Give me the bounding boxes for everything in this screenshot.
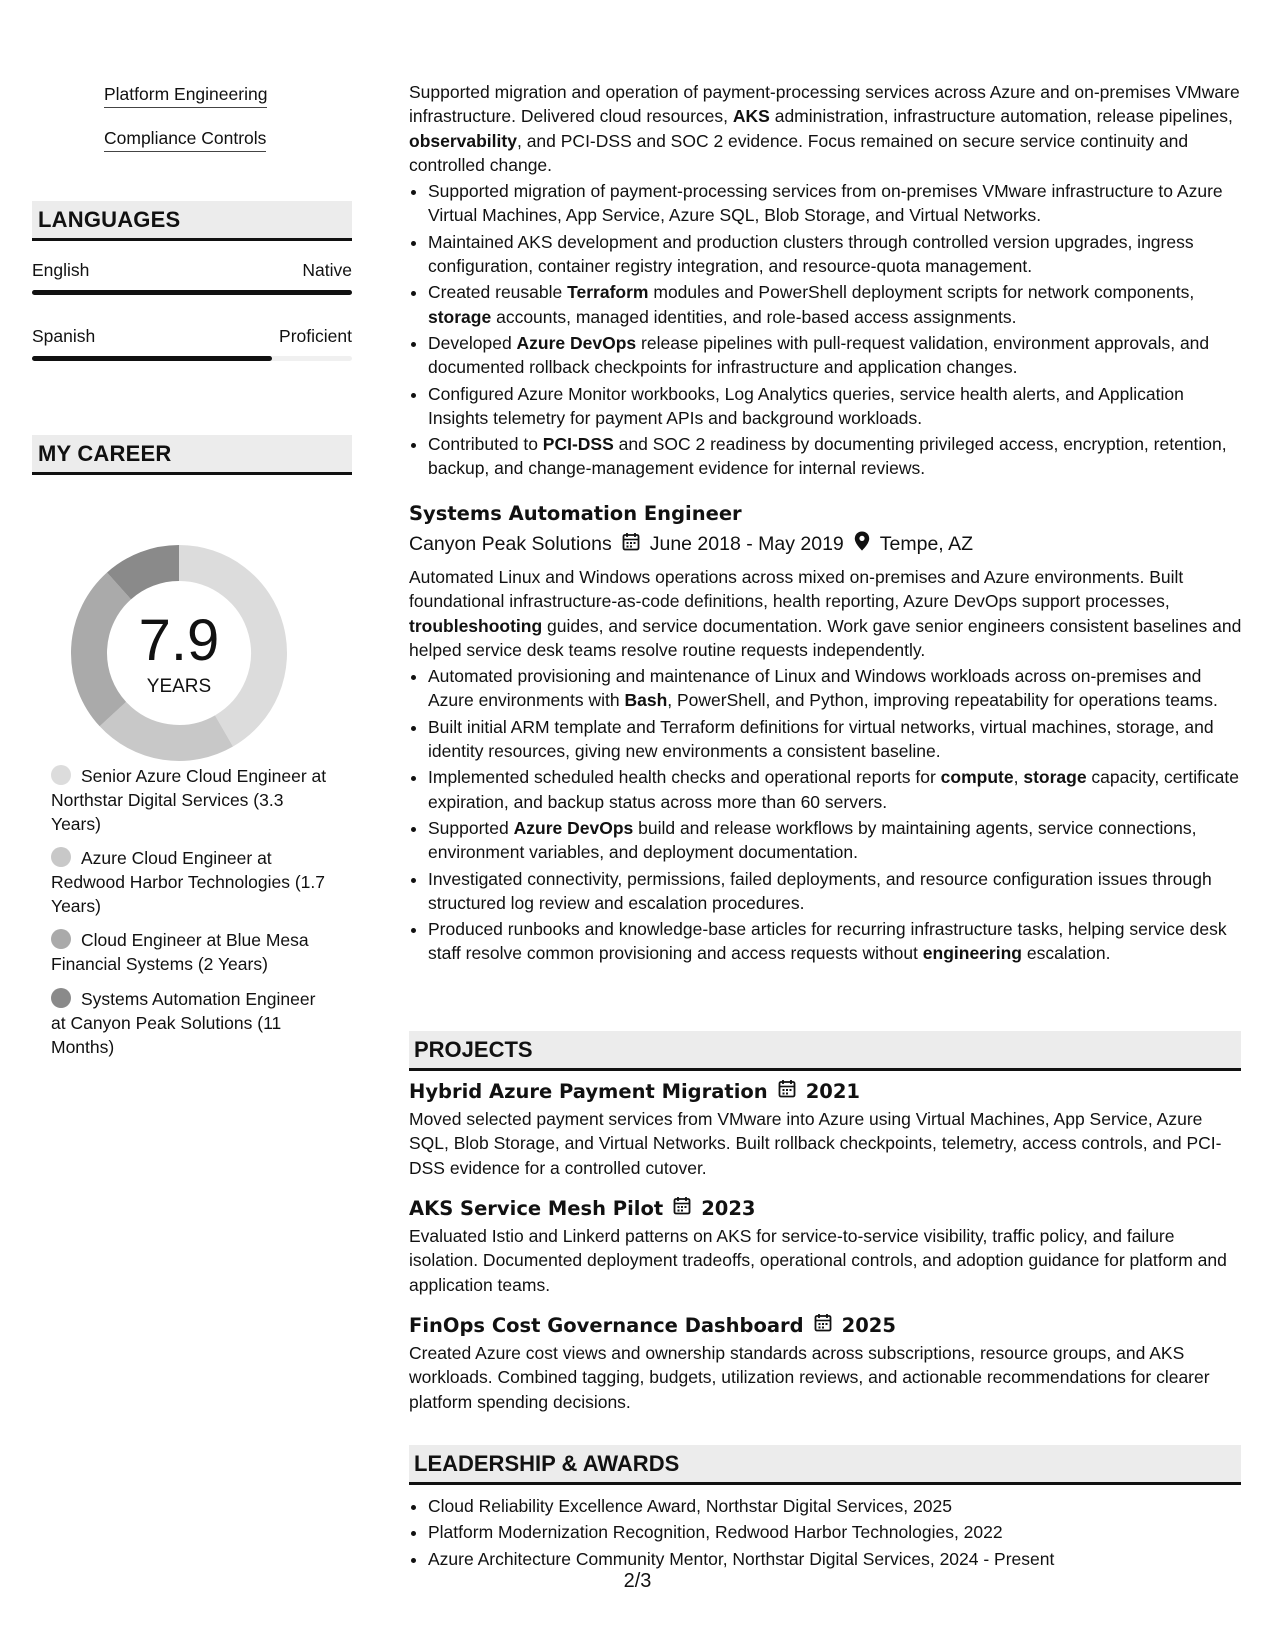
- job-meta: [409, 531, 1244, 557]
- job-title: Systems Automation Engineer: [409, 502, 742, 525]
- calendar-icon: [814, 1313, 832, 1337]
- project-item: [409, 1313, 1244, 1414]
- award-item: • Platform Modernization Recognition, Redwood Harbor Technologies, 2022: [428, 1520, 1244, 1544]
- emphasis-text: observability: [409, 130, 517, 151]
- language-bar-fill: [32, 290, 352, 295]
- job-bullets: [409, 179, 1244, 481]
- language-name: English: [32, 260, 90, 280]
- awards-section: [409, 1494, 1244, 1573]
- legend-dot-icon: [51, 765, 71, 785]
- page-number: 2/3: [623, 1570, 652, 1592]
- career-total-unit: YEARS: [146, 676, 212, 697]
- language-name: Spanish: [32, 326, 96, 346]
- project-title: FinOps Cost Governance Dashboard: [409, 1313, 804, 1337]
- career-item: [51, 928, 331, 976]
- legend-dot-icon: [51, 929, 71, 949]
- bullet-item: • Investigated connectivity, permissions, failed deployments, and resource configuration issues through structured log review and escalation procedures.: [428, 867, 1244, 916]
- bullet-item: • Contributed to PCI-DSS and SOC 2 readiness by documenting privileged access, encryption, retention, backup, and change-management evidence for internal reviews.: [428, 432, 1244, 481]
- bullet-item: • Implemented scheduled health checks and operational reports for compute, storage capacity, certificate expiration, and backup status across more than 60 servers.: [428, 765, 1244, 814]
- legend-dot-icon: [51, 847, 71, 867]
- awards-list: [409, 1494, 1244, 1571]
- project-year: 2025: [841, 1313, 896, 1337]
- calendar-icon: [622, 532, 640, 557]
- project-description: Created Azure cost views and ownership standards across subscriptions, resource groups, and AKS workloads. Combined tagging, budgets, utilization reviews, and actionable recommendations for clearer platform spending decisions.: [409, 1343, 1210, 1412]
- career-item: [51, 764, 331, 836]
- calendar-icon: [778, 1079, 796, 1103]
- projects-heading: [409, 1031, 1241, 1071]
- project-title-row: [409, 1079, 1244, 1103]
- career-item-text: Azure Cloud Engineer at Redwood Harbor Technologies (1.7 Years): [51, 848, 326, 916]
- award-item: • Cloud Reliability Excellence Award, Northstar Digital Services, 2025: [428, 1494, 1244, 1518]
- career-donut-chart: [66, 540, 292, 766]
- career-total-years: 7.9: [138, 608, 220, 673]
- job-location: Tempe, AZ: [879, 532, 973, 555]
- languages-heading: [32, 201, 352, 241]
- career-heading: [32, 435, 352, 475]
- job-summary: Supported migration and operation of payment-processing services across Azure and on-premises VMware infrastructure. Delivered cloud resources, AKS administration, infrastructure automation, release pipelines, observability, and PCI-DSS and SOC 2 evidence. Focus remained on secure service continuity and controlled change.: [409, 82, 1240, 175]
- skill-platform-engineering: Platform Engineering: [104, 84, 267, 108]
- bullet-item: • Built initial ARM template and Terraform definitions for virtual networks, virtual machines, storage, and identity resources, giving new environments a consistent baseline.: [428, 715, 1244, 764]
- bullet-item: • Created reusable Terraform modules and PowerShell deployment scripts for network components, storage accounts, managed identities, and role-based access assignments.: [428, 280, 1244, 329]
- languages-heading-text: LANGUAGES: [38, 207, 181, 232]
- career-item: [51, 846, 331, 918]
- language-level: Native: [302, 260, 352, 280]
- job-summary: Automated Linux and Windows operations across mixed on-premises and Azure environments. Built foundational infrastructure-as-code definitions, health reporting, Azure DevOps support processes, troubleshooting guides, and service documentation. Work gave senior engineers consistent baselines and helped service desk teams resolve routine requests independently.: [409, 567, 1242, 660]
- emphasis-text: storage: [1023, 767, 1087, 788]
- location-pin-icon: [854, 531, 870, 557]
- project-year: 2021: [805, 1079, 860, 1103]
- award-item: • Azure Architecture Community Mentor, Northstar Digital Services, 2024 - Present: [428, 1547, 1244, 1571]
- awards-heading: [409, 1445, 1241, 1485]
- emphasis-text: AKS: [732, 106, 770, 127]
- project-item: [409, 1079, 1244, 1180]
- emphasis-text: engineering: [922, 943, 1022, 964]
- calendar-icon: [673, 1196, 691, 1220]
- emphasis-text: Terraform: [567, 282, 649, 303]
- career-heading-text: MY CAREER: [38, 441, 172, 466]
- project-year: 2023: [701, 1196, 756, 1220]
- career-item-text: Senior Azure Cloud Engineer at Northstar Digital Services (3.3 Years): [51, 766, 327, 834]
- emphasis-text: storage: [428, 306, 492, 327]
- bullet-item: • Supported Azure DevOps build and release workflows by maintaining agents, service connections, environment variables, and deployment documentation.: [428, 816, 1244, 865]
- project-description: Evaluated Istio and Linkerd patterns on AKS for service-to-service visibility, traffic policy, and failure isolation. Documented deployment tradeoffs, operational controls, and adoption guidance for platform and application teams.: [409, 1226, 1227, 1295]
- language-level: Proficient: [279, 326, 352, 346]
- project-item: [409, 1196, 1244, 1297]
- legend-dot-icon: [51, 988, 71, 1008]
- emphasis-text: Bash: [624, 690, 668, 711]
- project-title: Hybrid Azure Payment Migration: [409, 1079, 768, 1103]
- project-title-row: [409, 1196, 1244, 1220]
- skill-compliance-controls: Compliance Controls: [104, 128, 266, 152]
- projects-heading-text: PROJECTS: [414, 1037, 533, 1062]
- donut-segment-4: [119, 563, 179, 586]
- emphasis-text: Azure DevOps: [513, 817, 634, 838]
- emphasis-text: Azure DevOps: [516, 332, 637, 353]
- donut-segment-2: [113, 714, 224, 743]
- bullet-item: • Developed Azure DevOps release pipelines with pull-request validation, environment approvals, and documented rollback checkpoints for infrastructure and application changes.: [428, 331, 1244, 380]
- language-bar-fill: [32, 356, 272, 361]
- bullet-item: • Automated provisioning and maintenance of Linux and Windows workloads across on-premises and Azure environments with Bash, PowerShell, and Python, improving repeatability for operations teams.: [428, 664, 1244, 713]
- bullet-item: • Supported migration of payment-processing services from on-premises VMware infrastructure to Azure Virtual Machines, App Service, Azure SQL, Blob Storage, and Virtual Networks.: [428, 179, 1244, 228]
- emphasis-text: troubleshooting: [409, 615, 543, 636]
- bullet-item: • Configured Azure Monitor workbooks, Log Analytics queries, service health alerts, and Application Insights telemetry for payment APIs and background workloads.: [428, 382, 1244, 431]
- awards-heading-text: LEADERSHIP & AWARDS: [414, 1451, 680, 1476]
- bullet-item: • Maintained AKS development and production clusters through controlled version upgrades, ingress configuration, container registry integration, and resource-quota management.: [428, 230, 1244, 279]
- project-title: AKS Service Mesh Pilot: [409, 1196, 664, 1220]
- project-title-row: [409, 1313, 1244, 1337]
- job-company: Canyon Peak Solutions: [409, 532, 612, 555]
- career-item: [51, 987, 331, 1059]
- job-bullets: [409, 664, 1244, 966]
- career-item-text: Systems Automation Engineer at Canyon Peak Solutions (11 Months): [51, 989, 316, 1057]
- emphasis-text: PCI-DSS: [542, 434, 614, 455]
- project-description: Moved selected payment services from VMware into Azure using Virtual Machines, App Service, Azure SQL, Blob Storage, and Virtual Networks. Built rollback checkpoints, telemetry, access controls, and PCI-DSS evidence for a controlled cutover.: [409, 1109, 1222, 1178]
- language-bar-spanish: [32, 356, 352, 361]
- bullet-item: • Produced runbooks and knowledge-base articles for recurring infrastructure tasks, helping service desk staff resolve common provisioning and access requests without engineering escalation.: [428, 917, 1244, 966]
- job-systems-automation: [409, 502, 1244, 968]
- language-bar-english: [32, 290, 352, 295]
- job-dates: June 2018 - May 2019: [649, 532, 844, 555]
- emphasis-text: compute: [940, 767, 1014, 788]
- career-item-text: Cloud Engineer at Blue Mesa Financial Systems (2 Years): [51, 930, 309, 974]
- job-previous-section: [409, 80, 1244, 483]
